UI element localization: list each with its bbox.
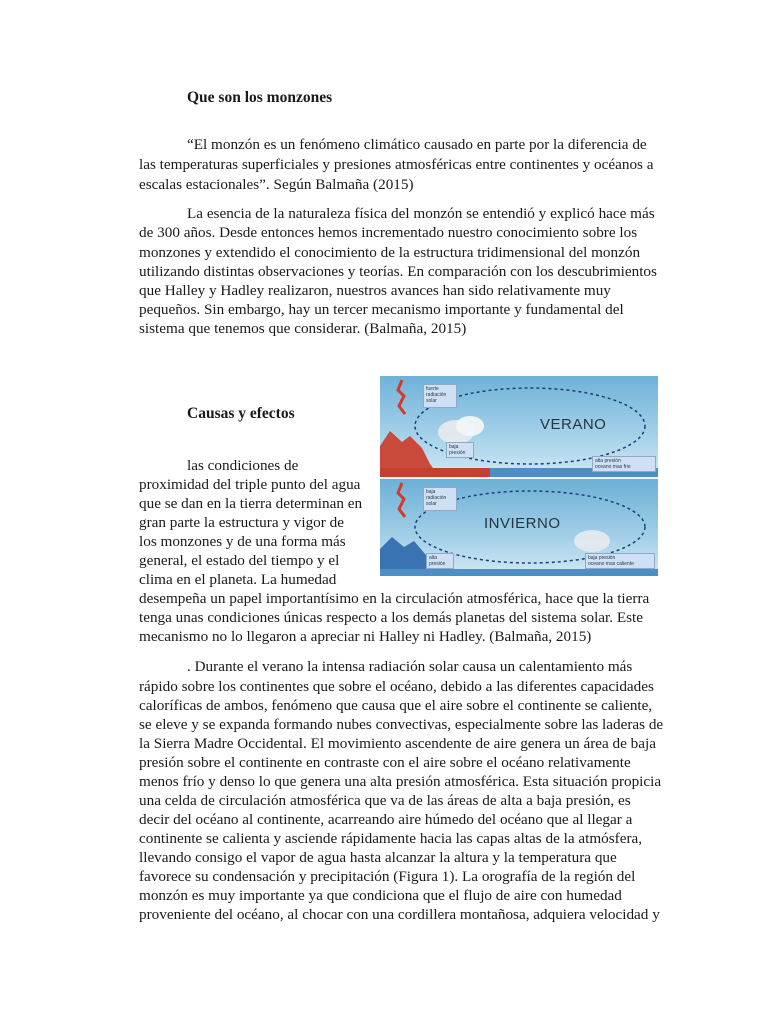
cloud	[456, 416, 484, 436]
winter-panel	[380, 479, 658, 576]
radiation-note: baja radiación solar	[426, 489, 447, 507]
low-pressure-note: baja presión	[449, 444, 466, 456]
monsoon-figure	[380, 376, 658, 576]
summer-label: VERANO	[540, 416, 607, 433]
text-line: escalas estacionales”. Según Balmaña (2015)	[139, 176, 414, 193]
low-pressure-note: baja presión oceano mas caliente	[588, 555, 634, 567]
text-line: tenga unas condiciones únicas respecto a los demás planetas del sistema solar. Este	[139, 609, 643, 626]
winter-label: INVIERNO	[484, 515, 561, 532]
text-line: pequeños. Sin embargo, hay un tercer mecanismo importante y fundamental del	[139, 301, 624, 318]
text-line: general, el estado del tiempo y el	[139, 552, 340, 569]
heading-causas-y-efectos: Causas y efectos	[187, 405, 295, 422]
text-line: que Halley y Hadley realizaron, nuestros avances han sido relativamente muy	[139, 282, 611, 299]
text-line: monzones y extendido el conocimiento de la estructura tridimensional del monzón	[139, 244, 641, 261]
text-line: se eleve y se expanda formando nubes convectivas, especialmente sobre las laderas de	[139, 716, 664, 733]
text-line: sistema que tenemos que considerar. (Balmaña, 2015)	[139, 320, 467, 337]
text-line: clima en el planeta. La humedad	[139, 571, 337, 588]
text-line: continente se calienta y asciende rápidamente hacia las capas altas de la atmósfera,	[139, 830, 643, 847]
summer-panel	[380, 376, 658, 477]
text-line: las condiciones de	[187, 457, 299, 474]
radiation-arrow	[398, 380, 405, 414]
text-line: presión sobre el continente en contraste con el aire sobre el océano relativamente	[139, 754, 631, 771]
high-pressure-note: alta presión oceano mas frio	[595, 458, 631, 470]
text-line: que se dan en la tierra determinan en	[139, 495, 363, 512]
text-line: los monzones y de una forma más	[139, 533, 346, 550]
text-line: monzón es muy importante ya que condiciona que el flujo de aire con humedad	[139, 887, 622, 904]
text-line: rápido sobre los continentes que sobre el océano, debido a las diferentes capacidades	[139, 678, 654, 695]
text-line: la Sierra Madre Occidental. El movimiento ascendente de aire genera un área de baja	[139, 735, 656, 752]
text-line: . Durante el verano la intensa radiación solar causa un calentamiento más	[187, 658, 633, 675]
text-line: mecanismo no lo llegaron a apreciar ni Halley ni Hadley. (Balmaña, 2015)	[139, 628, 592, 645]
text-line: caloríficas de ambos, fenómeno que causa que el aire sobre el continente se caliente,	[139, 697, 653, 714]
ocean-strip	[380, 569, 658, 576]
text-line: de 300 años. Desde entonces hemos incrementado nuestro conocimiento sobre los	[139, 224, 638, 241]
text-line: proveniente del océano, al chocar con una cordillera montañosa, adquiera velocidad y	[139, 906, 660, 923]
text-line: favorece su condensación y precipitación (Figura 1). La orografía de la región del	[139, 868, 636, 885]
text-line: las temperaturas superficiales y presiones atmosféricas entre continentes y océanos a	[139, 156, 654, 173]
text-line: menos frío y denso lo que genera una alta presión atmosférica. Esta situación propicia	[139, 773, 662, 790]
text-line: llevando consigo el vapor de agua hasta alcanzar la altura y la temperatura que	[139, 849, 617, 866]
text-line: utilizando distintas observaciones y teorías. En comparación con los descubrimientos	[139, 263, 657, 280]
high-pressure-note: alta presión	[429, 555, 446, 567]
land-strip	[380, 468, 490, 477]
text-line: decir del océano al continente, acarreando aire húmedo del océano que al llegar a	[139, 811, 633, 828]
text-line: “El monzón es un fenómeno climático causado en parte por la diferencia de	[187, 136, 647, 153]
text-line: gran parte la estructura y vigor de	[139, 514, 344, 531]
cloud	[574, 530, 610, 552]
radiation-note: fuerte radiación solar	[426, 386, 447, 404]
heading-que-son-los-monzones: Que son los monzones	[187, 89, 333, 106]
text-line: La esencia de la naturaleza física del monzón se entendió y explicó hace más	[187, 205, 655, 222]
radiation-arrow	[398, 483, 405, 517]
text-line: una celda de circulación atmosférica que va de las áreas de alta a baja presión, es	[139, 792, 631, 809]
text-line: desempeña un papel importantísimo en la circulación atmosférica, hace que la tierra	[139, 590, 650, 607]
text-line: proximidad del triple punto del agua	[139, 476, 361, 493]
